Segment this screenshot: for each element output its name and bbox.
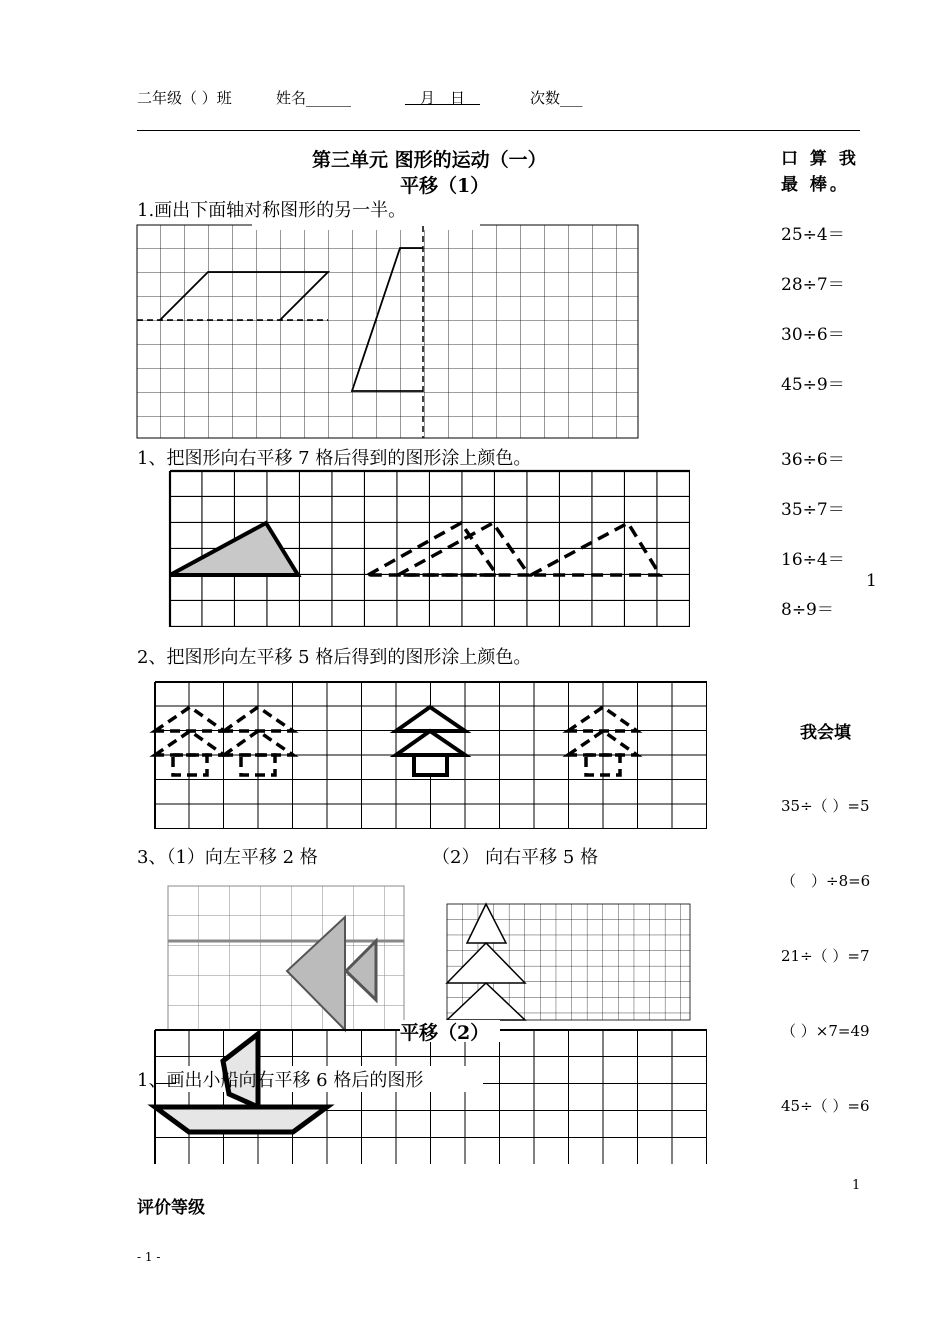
symmetry-grid <box>137 222 638 438</box>
math-item: 28÷7＝ <box>781 275 845 295</box>
mental-math-title: 口 算 我 最 棒。 <box>781 149 859 195</box>
question-3b: （2） 向右平移 5 格 <box>432 847 599 868</box>
fill-title: 我会填 <box>800 723 851 743</box>
fill-item: 45÷（ ）=6 <box>781 1097 870 1115</box>
stray-number: 1 <box>866 571 877 591</box>
name-label: 姓名______ <box>276 89 352 107</box>
translate-right-grid <box>170 471 690 627</box>
question-4: 1、画出小船向右平移 6 格后的图形 <box>137 1070 424 1091</box>
math-item: 45÷9＝ <box>781 375 845 395</box>
math-item: 36÷6＝ <box>781 450 845 470</box>
stray-number: 1 <box>852 1178 861 1193</box>
evaluation-label: 评价等级 <box>137 1198 205 1218</box>
shift-left-grid <box>168 886 404 1030</box>
unit-title: 第三单元 图形的运动（一） <box>312 149 547 171</box>
shift-right-grid <box>447 904 690 1020</box>
fill-item: （ ）×7=49 <box>781 1022 870 1040</box>
fill-item: 21÷（ ）=7 <box>781 947 870 965</box>
name-blank: ______ <box>306 89 352 107</box>
count-blank: ___ <box>560 89 583 107</box>
translate-left-grid <box>155 682 707 829</box>
lesson2-title: 平移（2） <box>400 1022 490 1044</box>
math-item: 30÷6＝ <box>781 325 845 345</box>
lesson1-title: 平移（1） <box>400 175 490 197</box>
math-item: 35÷7＝ <box>781 500 845 520</box>
page-number: - 1 - <box>137 1250 161 1264</box>
question-1: 1、把图形向右平移 7 格后得到的图形涂上颜色。 <box>137 448 532 469</box>
math-item: 25÷4＝ <box>781 225 845 245</box>
question-3a: 3、（1）向左平移 2 格 <box>137 847 318 868</box>
class-label: 二年级（ ）班 <box>137 89 232 107</box>
fill-item: 35÷（ ）=5 <box>781 797 870 815</box>
math-item: 8÷9＝ <box>781 600 834 620</box>
question-symmetry: 1.画出下面轴对称图形的另一半。 <box>137 200 407 221</box>
math-item: 16÷4＝ <box>781 550 845 570</box>
fill-item: （ ）÷8=6 <box>781 872 871 890</box>
date-field: 月 日 <box>405 89 481 107</box>
count-label: 次数___ <box>530 89 583 107</box>
question-2: 2、把图形向左平移 5 格后得到的图形涂上颜色。 <box>137 647 532 668</box>
